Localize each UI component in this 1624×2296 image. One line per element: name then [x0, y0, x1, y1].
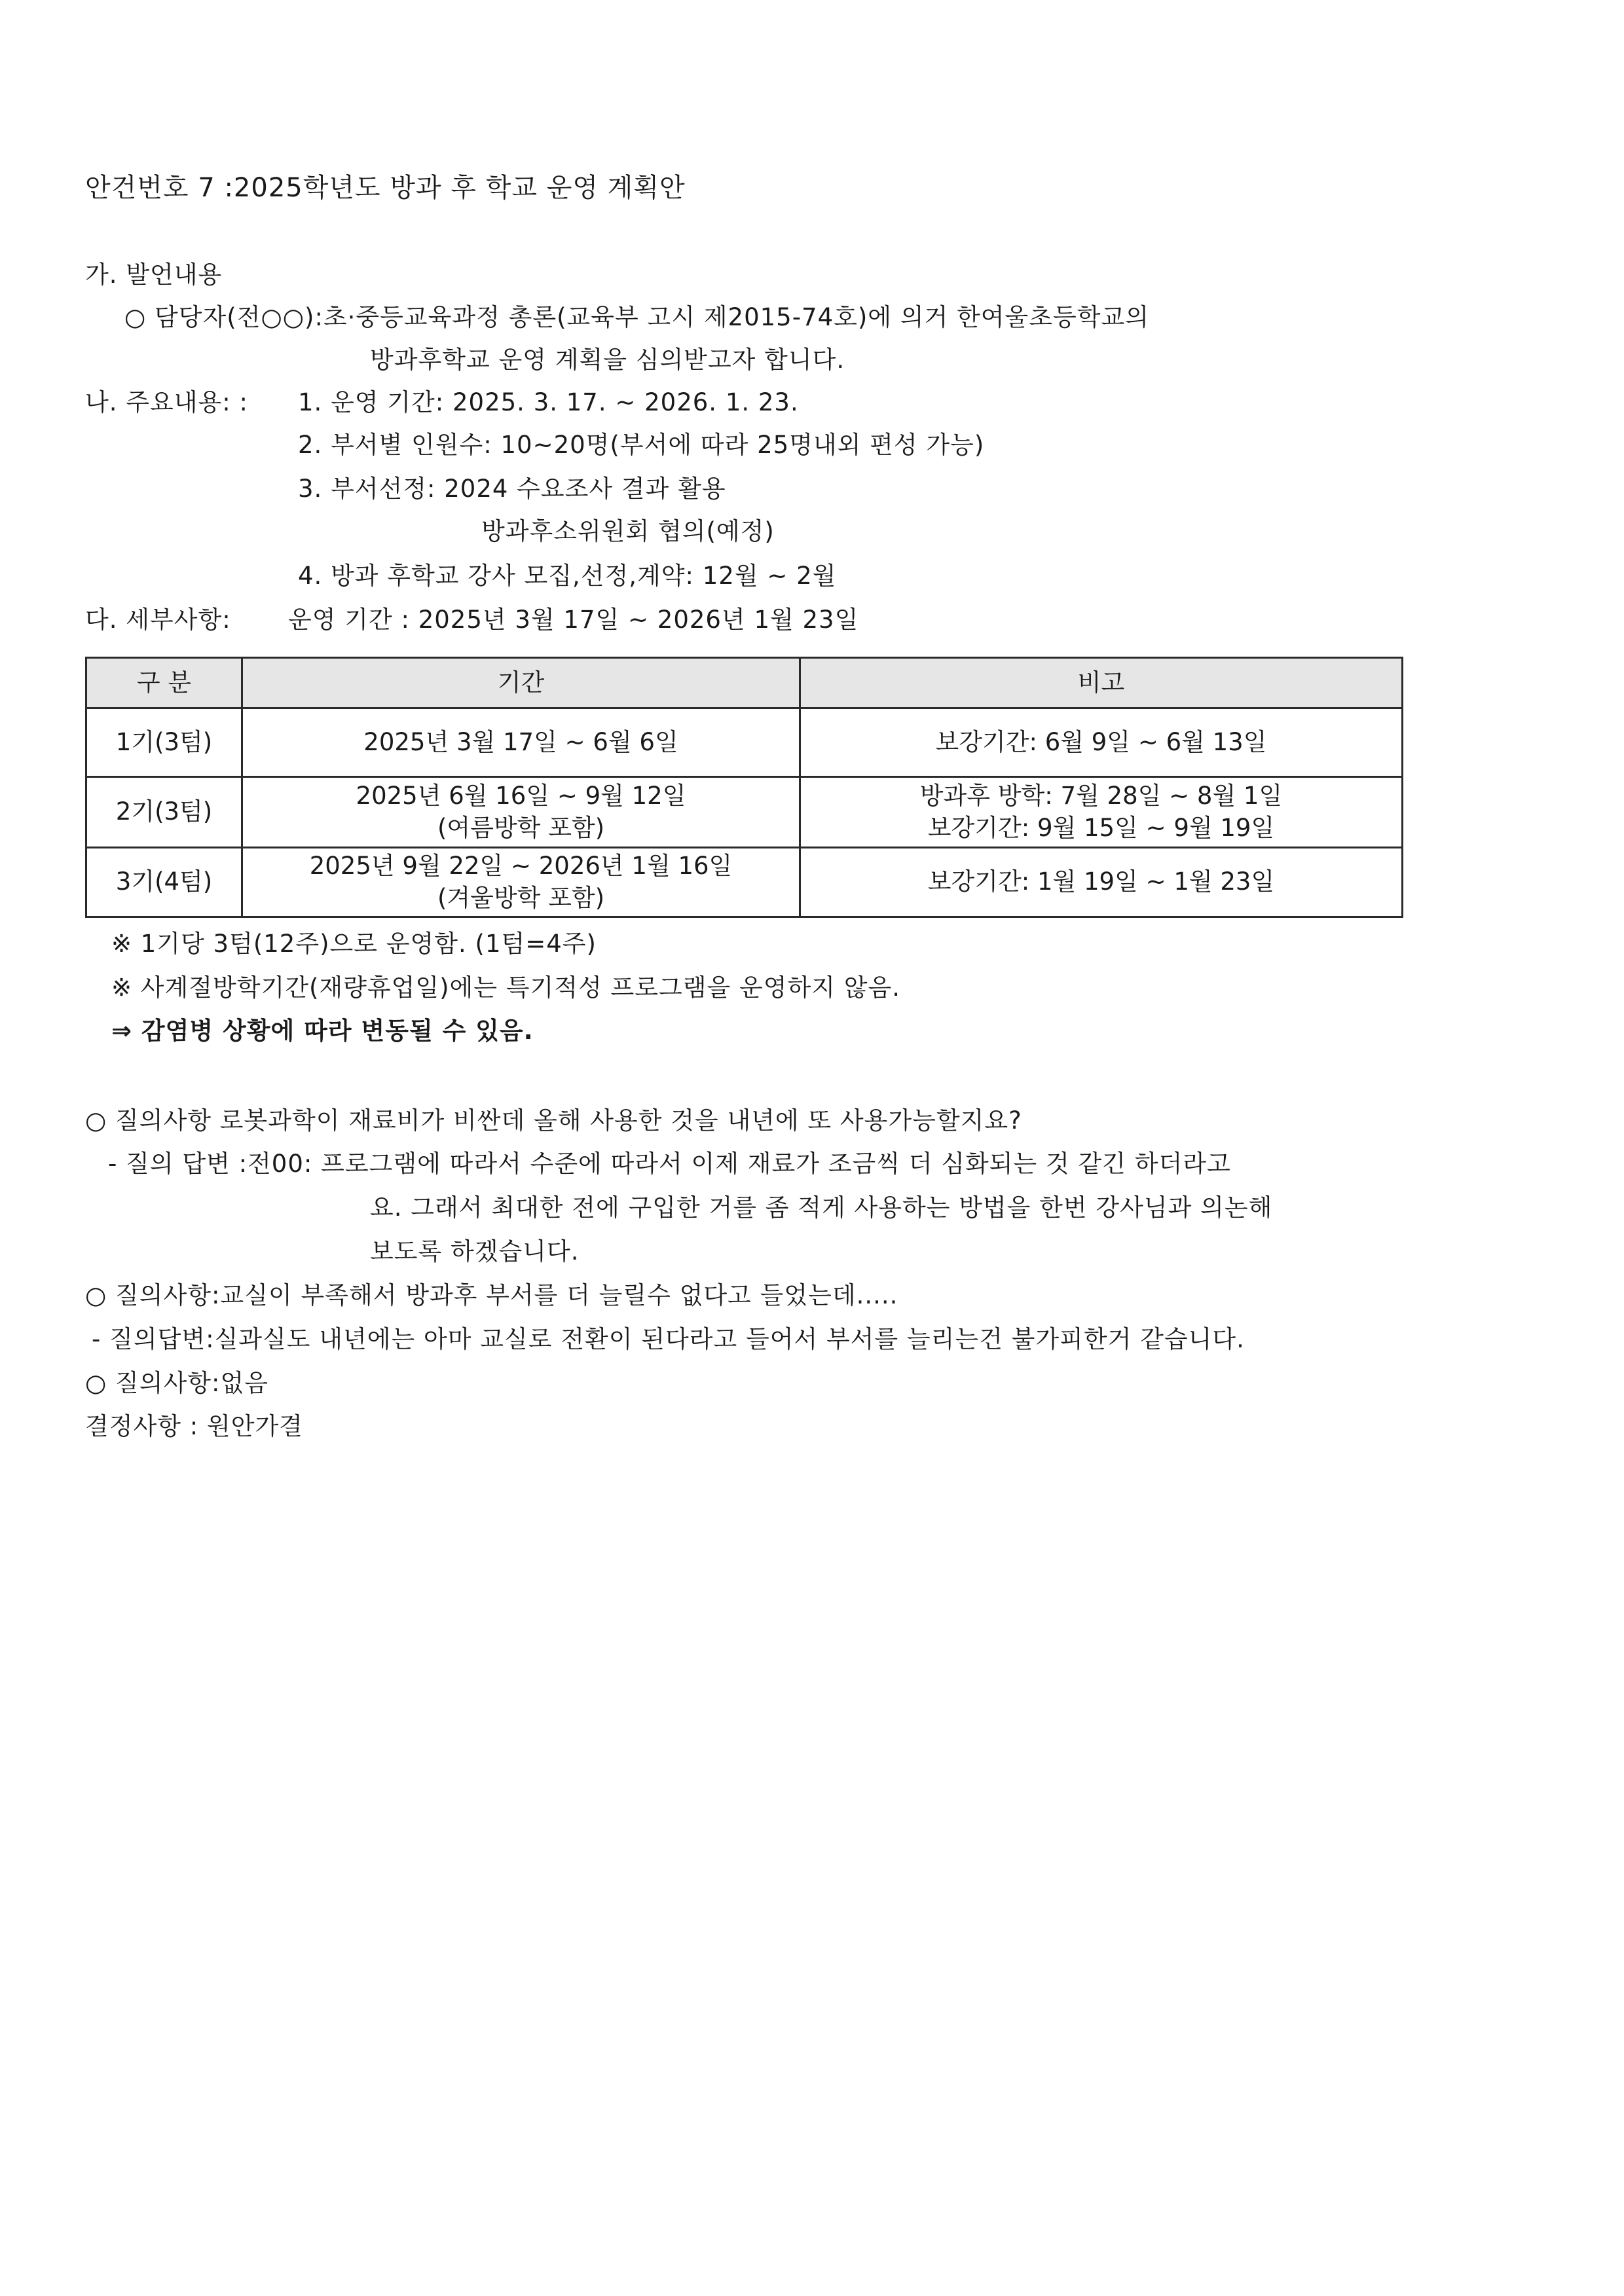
note-line: ※ 사계절방학기간(재량휴업일)에는 특기적성 프로그램을 운영하지 않음. — [111, 974, 900, 1002]
answer-1-line-1: - 질의 답변 :전00: 프로그램에 따라서 수준에 따라서 이제 재료가 조금씩 더 심화되는 것 같긴 하더라고 — [108, 1150, 1231, 1178]
main-content-item: 4. 방과 후학교 강사 모집,선정,계약: 12월 ~ 2월 — [298, 562, 837, 590]
question-1: ○ 질의사항 로봇과학이 재료비가 비싼데 올해 사용한 것을 내년에 또 사용가능할지요? — [85, 1106, 1022, 1135]
main-content-item: 방과후소위원회 협의(예정) — [481, 517, 775, 545]
section-na-heading: 나. 주요내용: : — [85, 388, 248, 416]
agenda-title: 안건번호 7 :2025학년도 방과 후 학교 운영 계획안 — [85, 173, 686, 203]
note-cell — [800, 777, 1403, 848]
period-cell — [242, 708, 800, 777]
table-row — [86, 708, 1403, 777]
speaker-statement-line-2: 방과후학교 운영 계획을 심의받고자 합니다. — [370, 346, 845, 374]
operation-period: 운영 기간 : 2025년 3월 17일 ~ 2026년 1월 23일 — [288, 606, 859, 634]
answer-2: - 질의답변:실과실도 내년에는 아마 교실로 전환이 된다라고 들어서 부서를 늘리는건 불가피한거 같습니다. — [92, 1325, 1245, 1353]
period-text: 2025년 9월 22일 ~ 2026년 1월 16일 — [309, 852, 733, 881]
table-row — [86, 848, 1403, 917]
note-line: ⇒ 감염병 상황에 따라 변동될 수 있음. — [111, 1017, 534, 1045]
note-text: 보강기간: 6월 9일 ~ 6월 13일 — [935, 727, 1267, 756]
header-division: 구 분 — [86, 658, 242, 708]
period-cell — [242, 848, 800, 917]
note-text: 방과후 방학: 7월 28일 ~ 8월 1일 — [919, 782, 1283, 811]
note-text: 보강기간: 9월 15일 ~ 9월 19일 — [927, 813, 1275, 842]
section-ga-heading: 가. 발언내용 — [85, 261, 223, 289]
decision: 결정사항 : 원안가결 — [85, 1412, 303, 1440]
section-da-heading: 다. 세부사항: — [85, 606, 231, 634]
note-text: 보강기간: 1월 19일 ~ 1월 23일 — [927, 867, 1275, 896]
table-row — [86, 777, 1403, 848]
main-content-item: 3. 부서선정: 2024 수요조사 결과 활용 — [298, 475, 726, 503]
period-text: 2025년 3월 17일 ~ 6월 6일 — [363, 727, 678, 756]
note-cell — [800, 848, 1403, 917]
schedule-table — [85, 657, 1403, 918]
question-3: ○ 질의사항:없음 — [85, 1369, 268, 1397]
header-period: 기간 — [242, 658, 800, 708]
period-subtext: (여름방학 포함) — [437, 813, 605, 842]
note-line: ※ 1기당 3텀(12주)으로 운영함. (1텀=4주) — [111, 930, 597, 958]
answer-1-line-3: 보도록 하겠습니다. — [370, 1237, 580, 1266]
answer-1-line-2: 요. 그래서 최대한 전에 구입한 거를 좀 적게 사용하는 방법을 한번 강사님과 의논해 — [370, 1194, 1273, 1222]
period-text: 2025년 6월 16일 ~ 9월 12일 — [356, 782, 686, 811]
main-content-item: 2. 부서별 인원수: 10~20명(부서에 따라 25명내외 편성 가능) — [298, 431, 985, 459]
main-content-item: 1. 운영 기간: 2025. 3. 17. ~ 2026. 1. 23. — [298, 388, 799, 416]
question-2: ○ 질의사항:교실이 부족해서 방과후 부서를 더 늘릴수 없다고 들었는데..... — [85, 1281, 898, 1309]
term-cell: 2기(3텀) — [86, 777, 242, 848]
note-cell — [800, 708, 1403, 777]
term-cell: 3기(4텀) — [86, 848, 242, 917]
period-cell — [242, 777, 800, 848]
period-subtext: (겨울방학 포함) — [437, 883, 605, 912]
table-header-row — [86, 658, 1403, 708]
term-cell: 1기(3텀) — [86, 708, 242, 777]
header-note: 비고 — [800, 658, 1403, 708]
speaker-statement-line-1: ○ 담당자(전○○):초·중등교육과정 총론(교육부 고시 제2015-74호)에 의거 한여울초등학교의 — [124, 303, 1149, 331]
